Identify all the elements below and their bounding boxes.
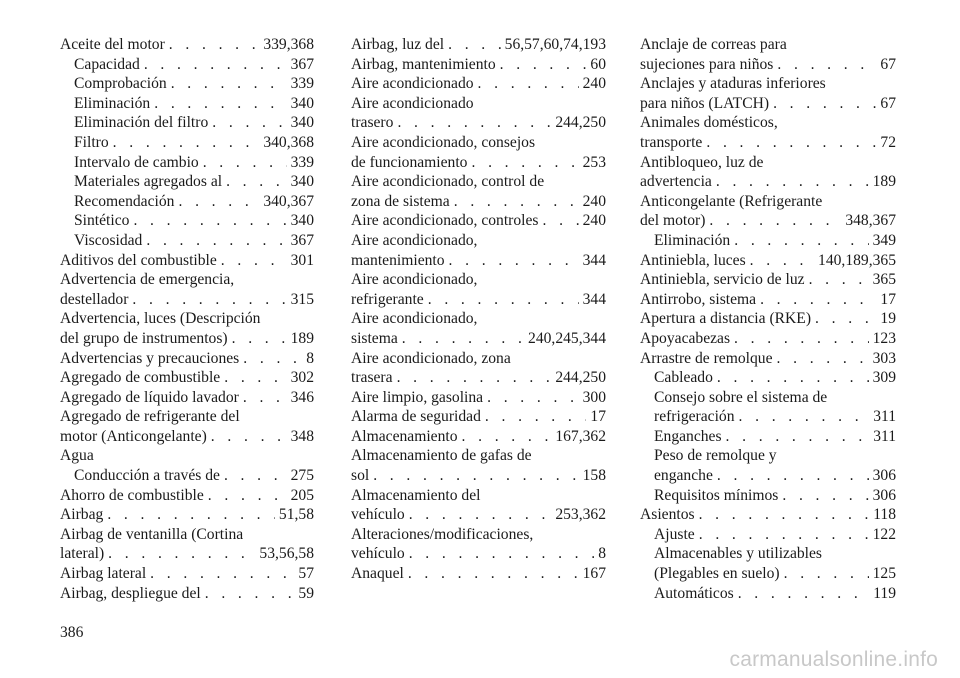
dot-leader [243, 349, 302, 369]
dot-leader [178, 192, 259, 212]
entry-term: Apoyacabezas [640, 329, 731, 347]
entry-page-ref: 140,189,365 [818, 251, 896, 269]
index-entry [351, 407, 606, 427]
index-entry [60, 564, 314, 584]
entry-page-ref: 340 [290, 114, 314, 132]
index-entry-line: Animales domésticos, [640, 114, 778, 132]
index-entry-line: Aire acondicionado, [351, 231, 478, 249]
entry-page-ref: 253 [582, 153, 606, 171]
dot-leader [373, 466, 578, 486]
index-entry-line: Aire acondicionado, [351, 271, 478, 289]
entry-page-ref: 119 [873, 584, 896, 602]
dot-leader [226, 172, 287, 192]
dot-leader [428, 290, 579, 310]
index-subentry [60, 74, 314, 94]
index-entry-line: Airbag de ventanilla (Cortina [60, 525, 244, 543]
index-entry [640, 329, 896, 349]
dot-leader [485, 407, 587, 427]
index-subentry [60, 55, 314, 75]
entry-page-ref: 167 [582, 565, 606, 583]
entry-term: Antirrobo, sistema [640, 290, 757, 308]
entry-term: sujeciones para niños [640, 55, 774, 73]
index-entry [60, 388, 314, 408]
index-entry-line: Peso de remolque y [654, 447, 777, 465]
dot-leader [150, 564, 294, 584]
dot-leader [782, 486, 868, 506]
entry-term: Arrastre de remolque [640, 349, 773, 367]
entry-term: Cableado [654, 369, 713, 387]
dot-leader [205, 584, 295, 604]
entry-term: advertencia [640, 173, 712, 191]
dot-leader [397, 113, 551, 133]
index-subentry [640, 368, 896, 388]
entry-page-ref: 189 [872, 173, 896, 191]
entry-page-ref: 118 [873, 506, 896, 524]
index-entry-line: Almacenables y utilizables [654, 545, 823, 563]
entry-term: Sintético [74, 212, 130, 230]
entry-page-ref: 367 [290, 55, 314, 73]
index-subentry [60, 153, 314, 173]
entry-term: Aire acondicionado [351, 75, 474, 93]
entry-page-ref: 300 [582, 388, 606, 406]
entry-page-ref: 8 [598, 545, 606, 563]
index-entry-line: Aire acondicionado, consejos [351, 133, 536, 151]
entry-page-ref: 244,250 [555, 114, 606, 132]
entry-page-ref: 253,362 [555, 506, 606, 524]
index-entry [351, 368, 606, 388]
entry-term: del motor) [640, 212, 706, 230]
entry-term: Airbag, luz del [351, 36, 445, 53]
index-entry [351, 329, 606, 349]
dot-leader [760, 290, 876, 310]
index-subentry [640, 525, 896, 545]
entry-page-ref: 339 [290, 153, 314, 171]
dot-leader [717, 466, 869, 486]
entry-page-ref: 315 [290, 290, 314, 308]
index-entry [640, 55, 896, 75]
index-subentry [60, 94, 314, 114]
dot-leader [409, 505, 552, 525]
entry-term: Almacenamiento [351, 427, 458, 445]
index-entry-line: Aire acondicionado, zona [351, 349, 511, 367]
entry-term: trasero [351, 114, 394, 132]
dot-leader [784, 564, 869, 584]
index-column-3 [640, 35, 896, 603]
index-subentry [60, 231, 314, 251]
index-entry [640, 349, 896, 369]
dot-leader [133, 211, 286, 231]
entry-page-ref: 59 [298, 584, 314, 602]
entry-term: sistema [351, 329, 398, 347]
entry-page-ref: 309 [872, 369, 896, 387]
entry-term: Capacidad [74, 55, 140, 73]
entry-page-ref: 189 [290, 329, 314, 347]
index-entry [60, 251, 314, 271]
index-entry [640, 94, 896, 114]
entry-page-ref: 340,368 [263, 133, 314, 151]
dot-leader [171, 74, 287, 94]
entry-page-ref: 302 [290, 369, 314, 387]
dot-leader [409, 544, 595, 564]
entry-page-ref: 158 [582, 467, 606, 485]
entry-term: Airbag, mantenimiento [351, 55, 496, 73]
index-entry [351, 192, 606, 212]
entry-page-ref: 123 [872, 329, 896, 347]
entry-term: Filtro [74, 133, 109, 151]
entry-term: Alarma de seguridad [351, 408, 481, 426]
entry-page-ref: 306 [872, 486, 896, 504]
entry-term: vehículo [351, 506, 405, 524]
entry-term: Enganches [654, 427, 722, 445]
entry-page-ref: 122 [872, 525, 896, 543]
index-entry-line: Almacenamiento de gafas de [351, 447, 532, 465]
entry-term: Viscosidad [74, 231, 143, 249]
dot-leader [448, 35, 501, 55]
entry-page-ref: 340 [290, 212, 314, 230]
index-entry-line: Almacenamiento del [351, 486, 481, 504]
index-entry [60, 427, 314, 447]
dot-leader [709, 211, 841, 231]
entry-term: refrigeración [654, 408, 735, 426]
entry-page-ref: 339,368 [263, 36, 314, 53]
dot-leader [739, 407, 870, 427]
dot-leader [716, 172, 869, 192]
index-entry [351, 74, 606, 94]
index-entry [351, 544, 606, 564]
entry-term: Asientos [640, 506, 695, 524]
dot-leader [212, 113, 286, 133]
entry-term: de funcionamiento [351, 153, 468, 171]
entry-term: Ajuste [654, 525, 695, 543]
index-entry [351, 113, 606, 133]
entry-term: Recomendación [74, 192, 175, 210]
dot-leader [243, 388, 287, 408]
index-entry [351, 505, 606, 525]
entry-page-ref: 125 [872, 565, 896, 583]
index-subentry [60, 172, 314, 192]
index-entry [351, 427, 606, 447]
dot-leader [773, 94, 876, 114]
entry-page-ref: 167,362 [555, 427, 606, 445]
entry-term: Requisitos mínimos [654, 486, 779, 504]
index-entry [640, 251, 896, 271]
entry-term: Aditivos del combustible [60, 251, 217, 269]
dot-leader [706, 133, 876, 153]
entry-page-ref: 311 [873, 427, 896, 445]
index-subentry [640, 564, 896, 584]
index-subentry [640, 486, 896, 506]
dot-leader [777, 349, 869, 369]
entry-page-ref: 56,57,60,74,193 [504, 36, 606, 53]
index-entry-line: Anticongelante (Refrigerante [640, 192, 823, 210]
entry-term: Ahorro de combustible [60, 486, 204, 504]
index-entry-line: Alteraciones/modificaciones, [351, 525, 534, 543]
dot-leader [717, 368, 869, 388]
dot-leader [146, 231, 286, 251]
entry-term: transporte [640, 133, 703, 151]
dot-leader [402, 329, 524, 349]
index-entry [351, 153, 606, 173]
dot-leader [108, 544, 255, 564]
dot-leader [449, 251, 579, 271]
entry-term: Intervalo de cambio [74, 153, 199, 171]
dot-leader [750, 251, 814, 271]
index-entry [640, 270, 896, 290]
index-entry-line: Antibloqueo, luz de [640, 153, 764, 171]
entry-page-ref: 340 [290, 173, 314, 191]
index-entry [60, 368, 314, 388]
dot-leader [471, 153, 578, 173]
index-subentry [60, 466, 314, 486]
entry-term: Agregado de combustible [60, 369, 221, 387]
entry-page-ref: 72 [880, 133, 896, 151]
index-entry [60, 544, 314, 564]
dot-leader [726, 427, 870, 447]
entry-page-ref: 340,367 [263, 192, 314, 210]
index-entry [640, 172, 896, 192]
index-subentry [60, 211, 314, 231]
dot-leader [478, 74, 579, 94]
index-entry [351, 564, 606, 584]
dot-leader [815, 309, 876, 329]
entry-page-ref: 240 [582, 75, 606, 93]
dot-leader [203, 153, 287, 173]
index-subentry [60, 113, 314, 133]
entry-page-ref: 19 [880, 310, 896, 328]
index-entry [640, 505, 896, 525]
index-column-1 [60, 35, 314, 603]
dot-leader [809, 270, 869, 290]
entry-page-ref: 301 [290, 251, 314, 269]
entry-term: trasera [351, 369, 393, 387]
index-entry [351, 290, 606, 310]
dot-leader [232, 329, 287, 349]
dot-leader [113, 133, 260, 153]
index-entry [60, 349, 314, 369]
entry-term: sol [351, 467, 370, 485]
index-entry-line: Agregado de refrigerante del [60, 408, 240, 426]
entry-page-ref: 240 [582, 212, 606, 230]
dot-leader [144, 55, 287, 75]
dot-leader [734, 231, 868, 251]
index-entry-line: Aire acondicionado, [351, 310, 478, 328]
entry-term: lateral) [60, 545, 105, 563]
index-entry [351, 211, 606, 231]
index-entry-line: Aire acondicionado [351, 94, 474, 112]
entry-term: destellador [60, 290, 129, 308]
index-entry [351, 55, 606, 75]
index-entry-line: Consejo sobre el sistema de [654, 388, 828, 406]
entry-page-ref: 303 [872, 349, 896, 367]
entry-term: (Plegables en suelo) [654, 565, 780, 583]
entry-page-ref: 240 [582, 192, 606, 210]
index-entry [351, 388, 606, 408]
index-entry [60, 290, 314, 310]
index-entry [351, 251, 606, 271]
dot-leader [221, 251, 287, 271]
entry-page-ref: 60 [590, 55, 606, 73]
entry-page-ref: 311 [873, 408, 896, 426]
entry-term: zona de sistema [351, 192, 450, 210]
entry-term: Eliminación [74, 94, 151, 112]
entry-term: motor (Anticongelante) [60, 427, 207, 445]
index-subentry [60, 133, 314, 153]
index-entry-line: Advertencia, luces (Descripción [60, 310, 261, 328]
index-entry [640, 133, 896, 153]
entry-term: Airbag lateral [60, 565, 147, 583]
index-entry-line: Advertencia de emergencia, [60, 271, 235, 289]
index-entry-line: Anclaje de correas para [640, 36, 787, 53]
index-entry [60, 329, 314, 349]
entry-term: Comprobación [74, 75, 167, 93]
index-column-2 [351, 35, 606, 584]
index-entry [60, 505, 314, 525]
index-subentry [60, 192, 314, 212]
entry-term: enganche [654, 467, 713, 485]
index-entry [640, 211, 896, 231]
entry-term: para niños (LATCH) [640, 94, 770, 112]
entry-term: Antiniebla, servicio de luz [640, 271, 805, 289]
entry-page-ref: 344 [582, 251, 606, 269]
entry-page-ref: 51,58 [278, 506, 314, 524]
entry-term: mantenimiento [351, 251, 445, 269]
dot-leader [224, 368, 286, 388]
entry-term: Eliminación [654, 231, 731, 249]
index-subentry [640, 427, 896, 447]
dot-leader [487, 388, 579, 408]
entry-page-ref: 348,367 [845, 212, 896, 230]
dot-leader [500, 55, 587, 75]
watermark: carmanualsonline.info [729, 648, 938, 671]
entry-page-ref: 346 [290, 388, 314, 406]
entry-page-ref: 275 [290, 467, 314, 485]
index-subentry [640, 584, 896, 604]
index-entry [351, 35, 606, 55]
entry-term: Apertura a distancia (RKE) [640, 310, 812, 328]
dot-leader [543, 211, 579, 231]
dot-leader [169, 35, 260, 55]
entry-page-ref: 306 [872, 467, 896, 485]
dot-leader [107, 505, 275, 525]
dot-leader [738, 584, 869, 604]
entry-page-ref: 240,245,344 [528, 329, 606, 347]
entry-page-ref: 244,250 [555, 369, 606, 387]
entry-page-ref: 17 [590, 408, 606, 426]
entry-page-ref: 365 [872, 271, 896, 289]
index-entry-line: Agua [60, 447, 94, 465]
entry-page-ref: 17 [880, 290, 896, 308]
entry-term: Antiniebla, luces [640, 251, 746, 269]
entry-term: refrigerante [351, 290, 424, 308]
dot-leader [211, 427, 287, 447]
index-entry [640, 290, 896, 310]
dot-leader [699, 505, 870, 525]
dot-leader [408, 564, 579, 584]
dot-leader [454, 192, 579, 212]
dot-leader [224, 466, 287, 486]
entry-term: Airbag, despliegue del [60, 584, 201, 602]
entry-page-ref: 57 [298, 565, 314, 583]
entry-term: Aire acondicionado, controles [351, 212, 539, 230]
dot-leader [734, 329, 869, 349]
index-entry [640, 309, 896, 329]
index-entry [60, 35, 314, 55]
entry-term: Eliminación del filtro [74, 114, 209, 132]
entry-term: Materiales agregados al [74, 173, 223, 191]
entry-term: Automáticos [654, 584, 734, 602]
entry-term: del grupo de instrumentos) [60, 329, 228, 347]
dot-leader [777, 55, 876, 75]
dot-leader [208, 486, 287, 506]
entry-term: vehículo [351, 545, 405, 563]
dot-leader [397, 368, 552, 388]
entry-page-ref: 367 [290, 231, 314, 249]
page-number: 386 [60, 624, 84, 641]
index-entry [351, 466, 606, 486]
index-subentry [640, 231, 896, 251]
index-entry-line: Anclajes y ataduras inferiores [640, 75, 826, 93]
entry-term: Anaquel [351, 565, 404, 583]
index-entry [60, 486, 314, 506]
entry-term: Conducción a través de [74, 467, 220, 485]
entry-term: Advertencias y precauciones [60, 349, 240, 367]
entry-term: Aceite del motor [60, 36, 165, 53]
entry-page-ref: 340 [290, 94, 314, 112]
entry-page-ref: 53,56,58 [259, 545, 314, 563]
index-entry-line: Aire acondicionado, control de [351, 173, 545, 191]
entry-page-ref: 349 [872, 231, 896, 249]
dot-leader [132, 290, 286, 310]
dot-leader [154, 94, 286, 114]
dot-leader [462, 427, 552, 447]
index-subentry [640, 466, 896, 486]
entry-term: Airbag [60, 506, 104, 524]
entry-page-ref: 67 [880, 94, 896, 112]
dot-leader [699, 525, 869, 545]
entry-term: Agregado de líquido lavador [60, 388, 239, 406]
entry-term: Aire limpio, gasolina [351, 388, 484, 406]
entry-page-ref: 339 [290, 75, 314, 93]
entry-page-ref: 8 [306, 349, 314, 367]
entry-page-ref: 205 [290, 486, 314, 504]
index-subentry [640, 407, 896, 427]
entry-page-ref: 348 [290, 427, 314, 445]
entry-page-ref: 67 [880, 55, 896, 73]
index-entry [60, 584, 314, 604]
entry-page-ref: 344 [582, 290, 606, 308]
